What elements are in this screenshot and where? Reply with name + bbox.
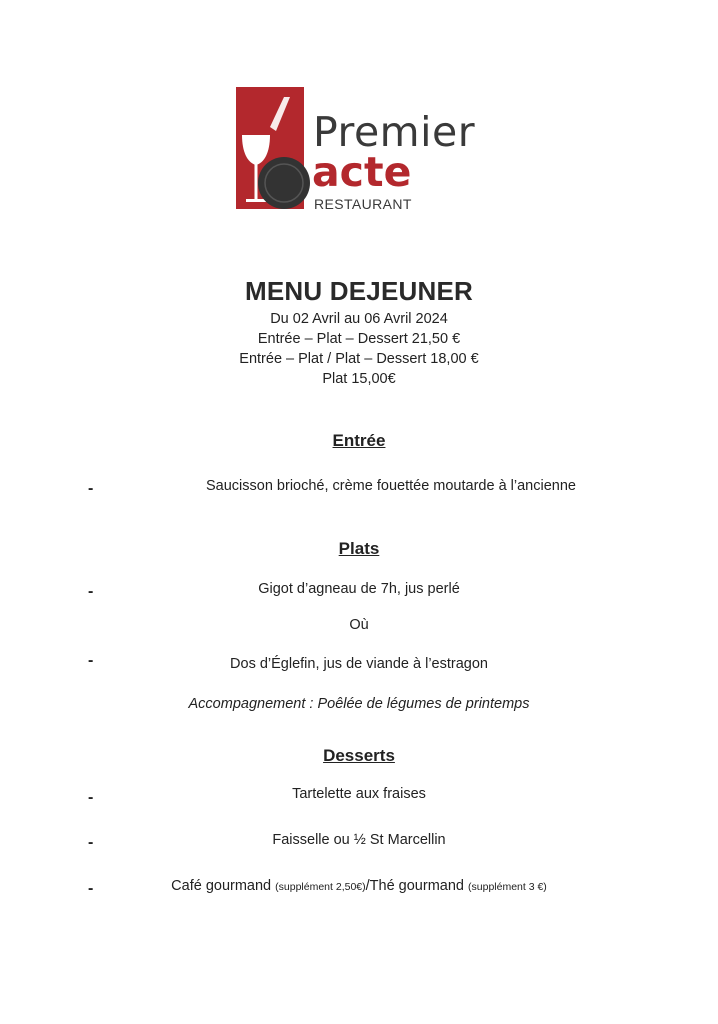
plat-separator: Où	[349, 617, 369, 633]
plat-item-2: Dos d’Églefin, jus de viande à l’estragon	[230, 656, 488, 672]
menu-formula-two: Entrée – Plat / Plat – Dessert 18,00 €	[239, 351, 479, 367]
dessert-cafe-supplement: (supplément 2,50€)	[275, 881, 366, 893]
section-desserts-heading: Desserts	[323, 746, 395, 765]
menu-formula-full: Entrée – Plat – Dessert 21,50 €	[257, 331, 461, 347]
dessert-cafe-gourmand: Café gourmand	[171, 878, 272, 894]
plat-item-1: Gigot d’agneau de 7h, jus perlé	[258, 581, 460, 597]
bullet-dash: -	[88, 652, 94, 669]
dessert-item-1: Tartelette aux fraises	[292, 786, 426, 802]
section-entree-heading: Entrée	[332, 431, 386, 450]
logo-word-acte: acte	[312, 148, 412, 196]
entree-item: Saucisson brioché, crème fouettée moutarde à l’ancienne	[206, 478, 576, 494]
plat-side-dish: Accompagnement : Poêlée de légumes de printemps	[188, 696, 530, 712]
plate-icon	[258, 157, 310, 209]
dessert-item-2: Faisselle ou ½ St Marcellin	[272, 832, 446, 848]
logo-word-premier: Premier	[313, 108, 476, 156]
logo-word-restaurant: RESTAURANT	[314, 196, 412, 212]
bullet-dash: -	[88, 834, 94, 851]
menu-title: MENU DEJEUNER	[245, 276, 473, 306]
menu-dates: Du 02 Avril au 06 Avril 2024	[270, 311, 448, 327]
bullet-dash: -	[88, 480, 94, 497]
bullet-dash: -	[88, 789, 94, 806]
dessert-item-3	[0, 878, 718, 894]
bullet-dash: -	[88, 880, 94, 897]
menu-formula-plat: Plat 15,00€	[322, 371, 396, 387]
dessert-the-gourmand: /Thé gourmand	[365, 878, 464, 894]
bullet-dash: -	[88, 583, 94, 600]
section-plats-heading: Plats	[338, 539, 380, 558]
dessert-the-supplement: (supplément 3 €)	[468, 881, 547, 893]
